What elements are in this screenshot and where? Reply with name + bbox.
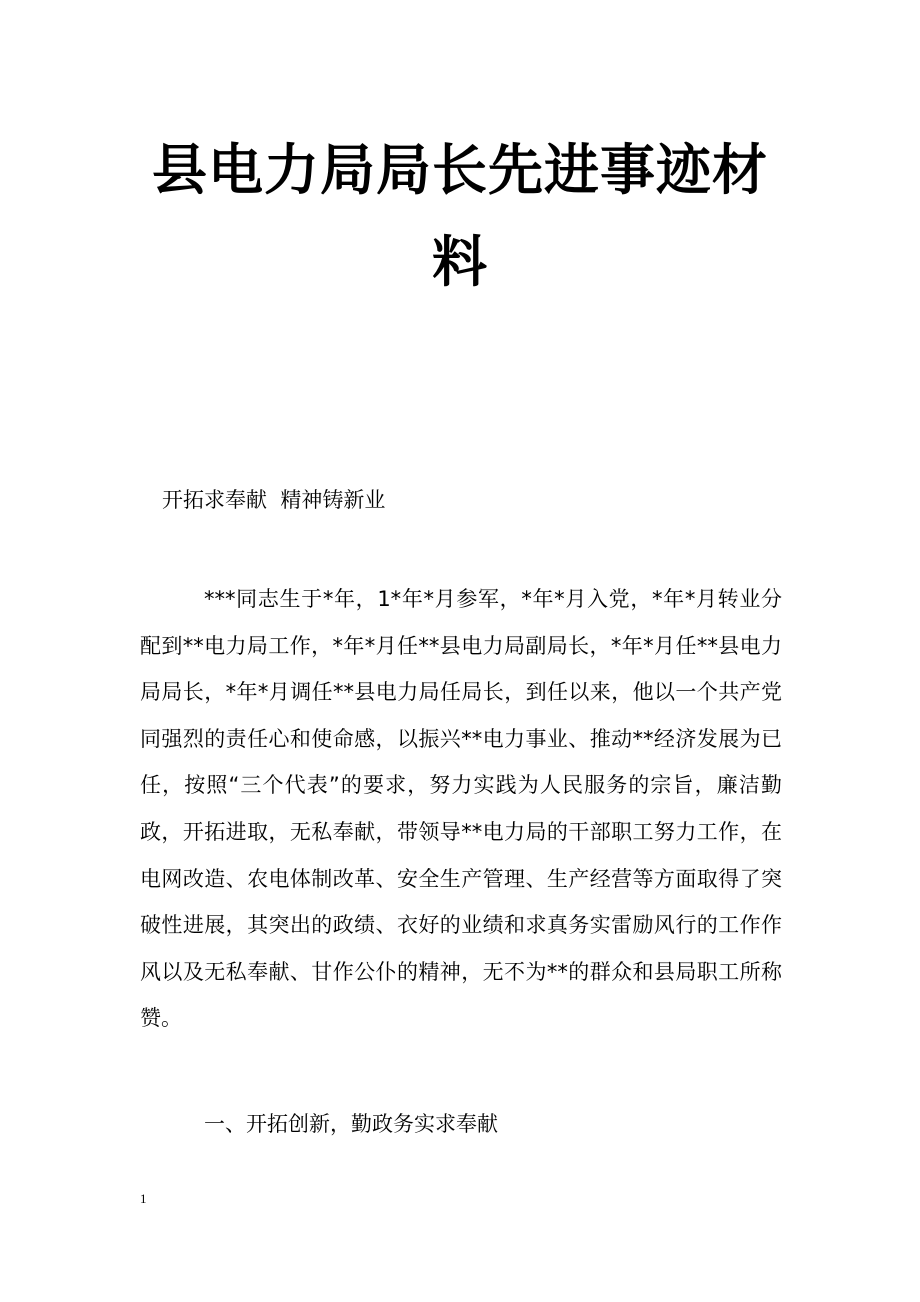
document-title: 县电力局局长先进事迹材料 <box>151 138 768 294</box>
page-number: 1 <box>140 1191 147 1206</box>
section-heading: 一、开拓创新，勤政务实求奉献 <box>204 1112 498 1136</box>
document-subtitle: 开拓求奉献 精神铸新业 <box>162 488 386 512</box>
body-paragraph: ***同志生于*年，1*年*月参军，*年*月入党，*年*月转业分配到**电力局工作，*年*月任**县电力局副局长，*年*月任**县电力局局长，*年*月调任**县电力局任局长，到任以来，他以一个共产党同强烈的责任心和使命感，以振兴**电力事业、推动**经济发展为已任，按照“三个代表”的要求，努力实践为人民服务的宗旨，廉洁勤政，开拓进取，无私奉献，带领导**电力局的干部职工努力工作，在电网改造、农电体制改革、安全生产管理、生产经营等方面取得了突破性进展，其突出的政绩、衣好的业绩和求真务实雷励风行的工作作风以及无私奉献、甘作公仆的精神，无不为**的群众和县局职工所称赞。 <box>140 587 782 1031</box>
